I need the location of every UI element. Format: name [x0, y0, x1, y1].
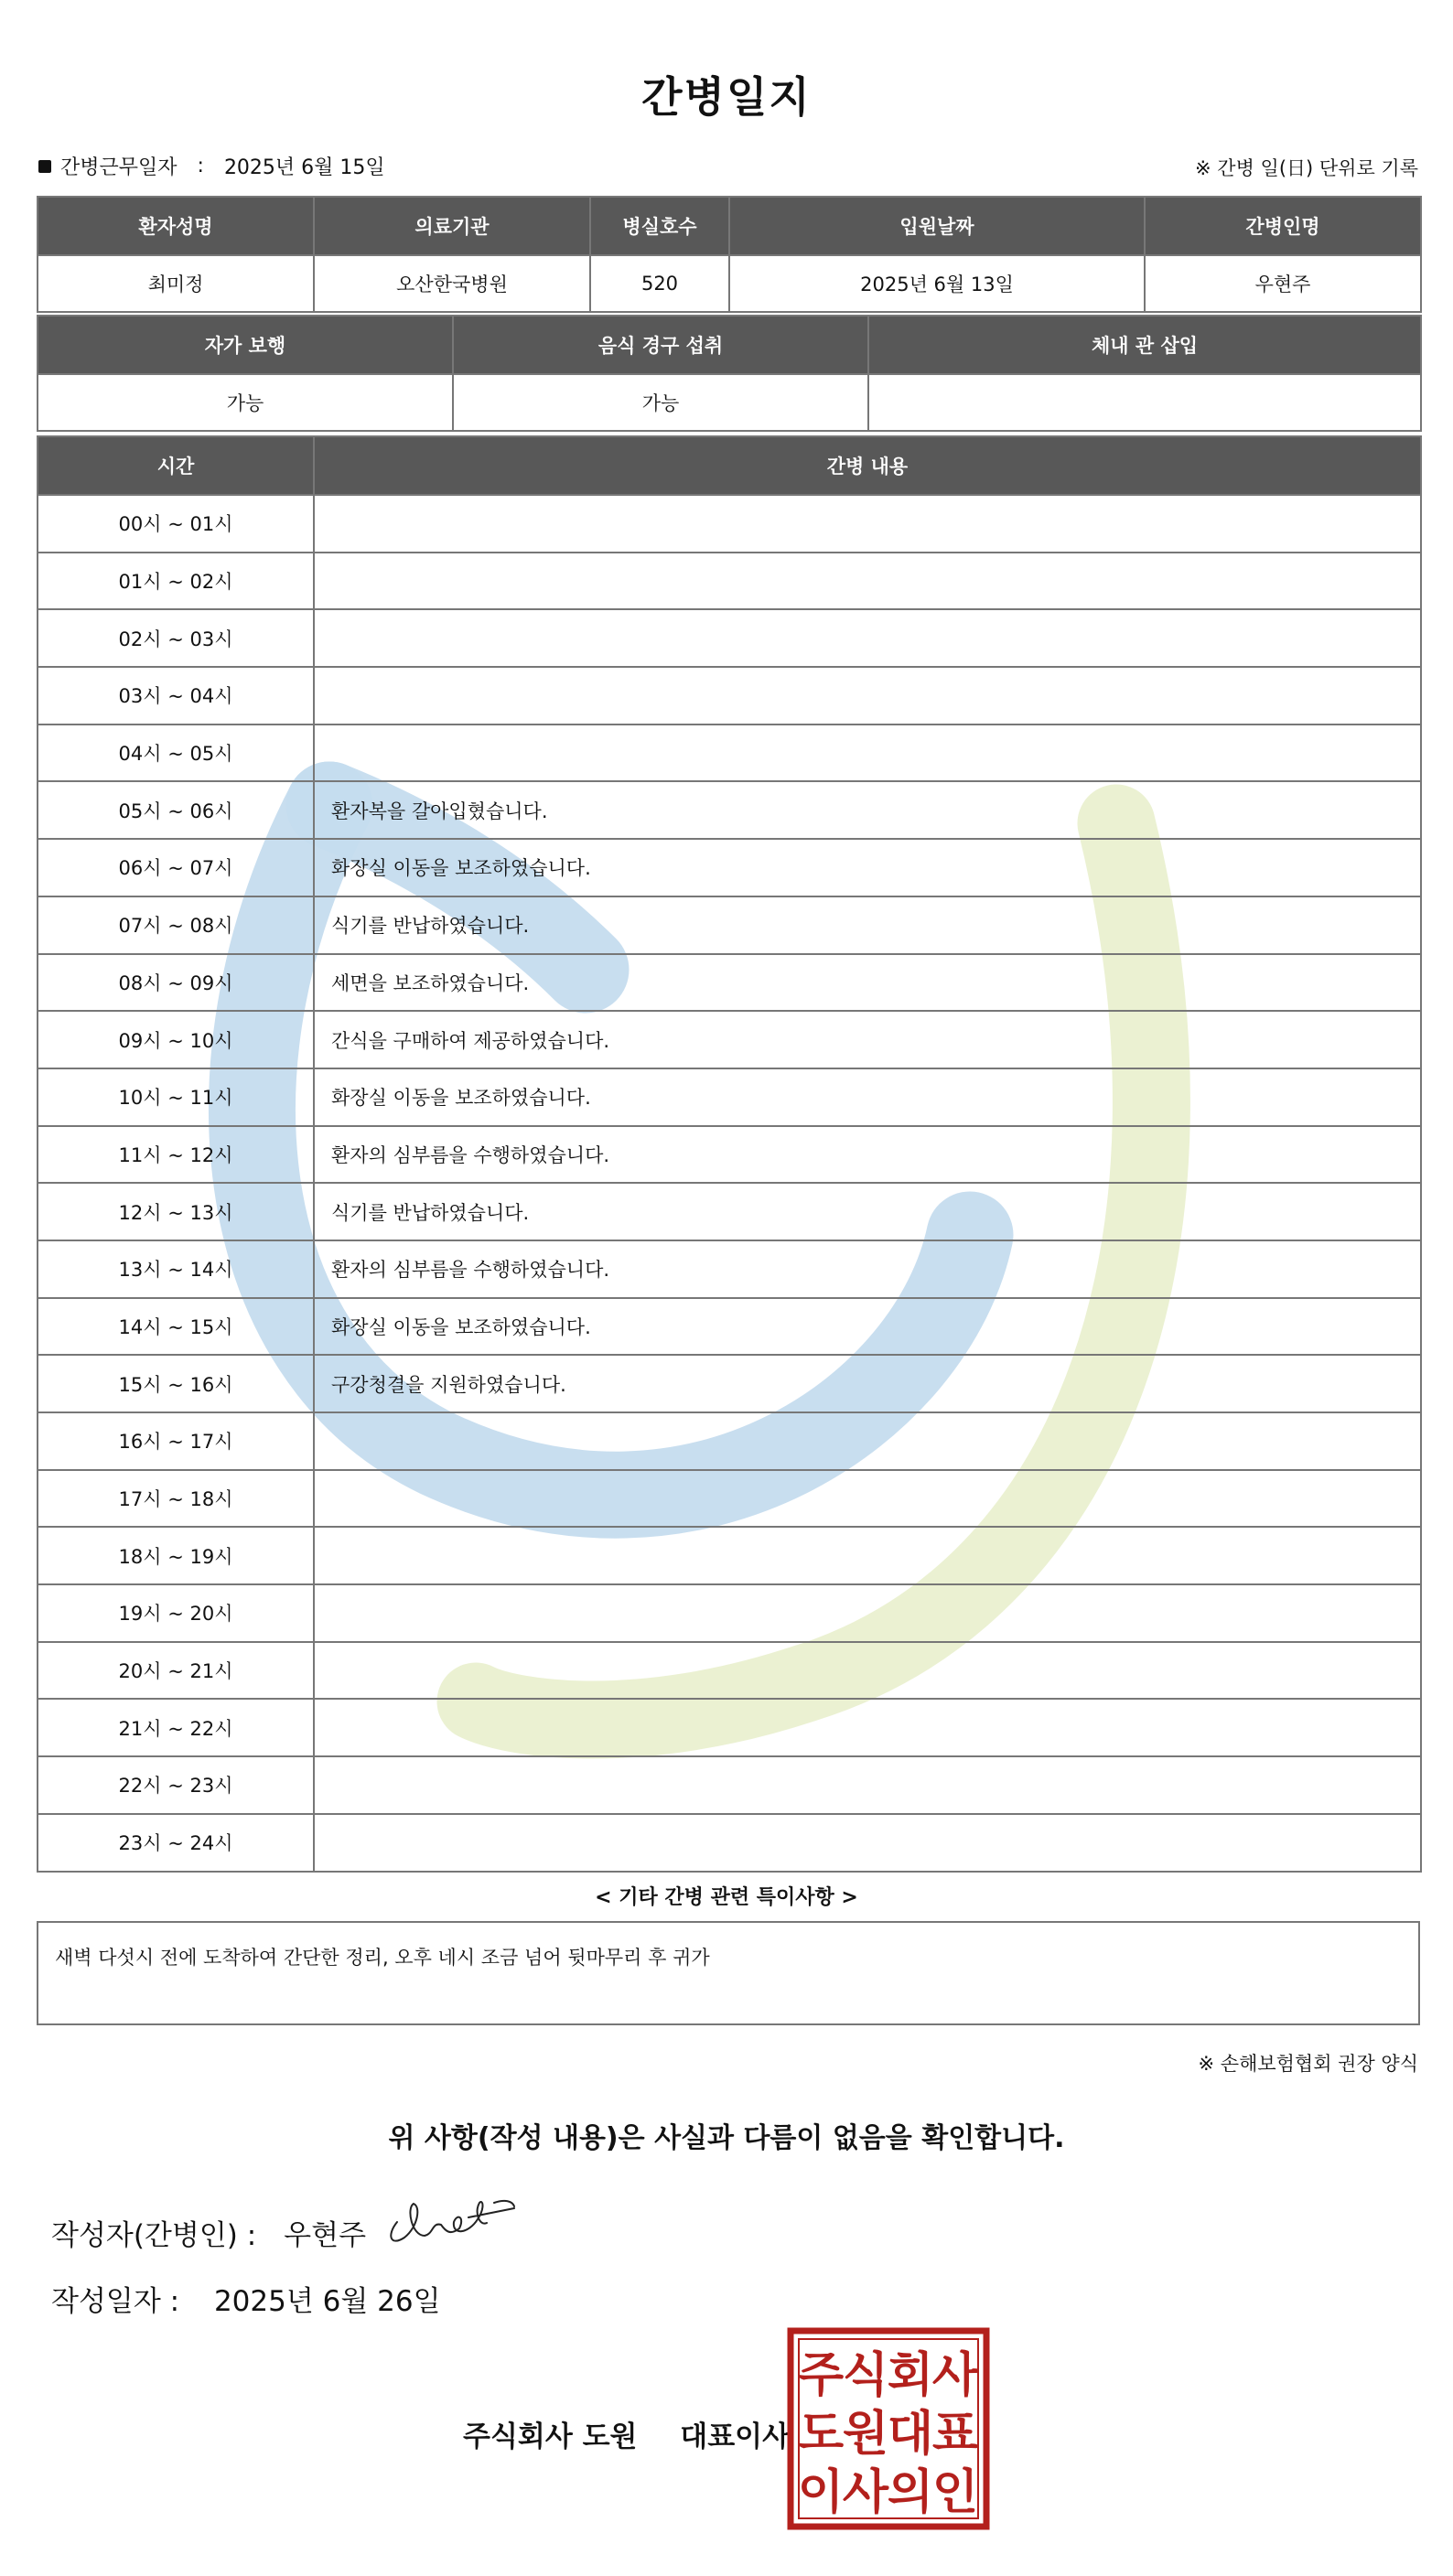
- table-row: [38, 495, 1421, 553]
- time-cell: 18시 ~ 19시: [38, 1527, 314, 1584]
- written-date-label: 작성일자 :: [51, 2285, 180, 2318]
- time-cell: 05시 ~ 06시: [38, 781, 314, 839]
- table-row: [38, 1298, 1421, 1356]
- care-content-cell: [314, 1814, 1421, 1872]
- care-content-cell: [314, 1470, 1421, 1528]
- time-cell: 00시 ~ 01시: [38, 495, 314, 553]
- table-row: [38, 1814, 1421, 1872]
- written-date-value: 2025년 6월 26일: [213, 2285, 441, 2318]
- table-row: [38, 1126, 1421, 1184]
- care-content-cell: [314, 553, 1421, 610]
- seal-glyph: 도: [797, 2407, 845, 2462]
- table-row: [38, 896, 1421, 954]
- oral-intake-status: 가능: [453, 374, 868, 431]
- written-date-line: [51, 2278, 441, 2319]
- header-patient-name: 환자성명: [38, 197, 314, 255]
- care-content-cell: [314, 495, 1421, 553]
- header-caregiver: 간병인명: [1145, 197, 1421, 255]
- time-cell: 17시 ~ 18시: [38, 1470, 314, 1528]
- care-content-cell: [314, 1412, 1421, 1470]
- seal-glyph: 원: [842, 2407, 889, 2462]
- walking-status: 가능: [38, 374, 453, 431]
- care-content-cell: [314, 724, 1421, 782]
- table-row: [38, 839, 1421, 896]
- patient-info-table: [37, 196, 1422, 313]
- header-walking: 자가 보행: [38, 316, 453, 374]
- time-cell: 23시 ~ 24시: [38, 1814, 314, 1872]
- care-content-cell: 환자의 심부름을 수행하였습니다.: [314, 1240, 1421, 1298]
- bullet-icon: [38, 160, 51, 173]
- table-row: [38, 1011, 1421, 1068]
- header-room: 병실호수: [590, 197, 729, 255]
- room-number: 520: [590, 255, 729, 312]
- form-source-note: ※ 손해보험협회 권장 양식: [1198, 2053, 1418, 2075]
- table-row: [38, 609, 1421, 667]
- time-cell: 01시 ~ 02시: [38, 553, 314, 610]
- care-content-cell: 화장실 이동을 보조하였습니다.: [314, 1068, 1421, 1126]
- care-content-cell: [314, 1699, 1421, 1756]
- time-cell: 10시 ~ 11시: [38, 1068, 314, 1126]
- care-content-cell: 화장실 이동을 보조하였습니다.: [314, 1298, 1421, 1356]
- time-cell: 14시 ~ 15시: [38, 1298, 314, 1356]
- care-content-cell: [314, 1527, 1421, 1584]
- patient-status-table: [37, 315, 1422, 432]
- company-name: 주식회사 도원: [463, 2420, 638, 2453]
- ceo-title: 대표이사: [680, 2420, 791, 2453]
- caregiver-name: 우현주: [1145, 255, 1421, 312]
- care-content-cell: 화장실 이동을 보조하였습니다.: [314, 839, 1421, 896]
- time-cell: 12시 ~ 13시: [38, 1183, 314, 1240]
- care-date-label: 간병근무일자: [60, 156, 178, 179]
- time-cell: 13시 ~ 14시: [38, 1240, 314, 1298]
- table-row: [38, 1355, 1421, 1412]
- care-content-cell: [314, 609, 1421, 667]
- care-date-line: [38, 152, 385, 180]
- care-content-cell: 세면을 보조하였습니다.: [314, 954, 1421, 1012]
- header-time: 시간: [38, 436, 314, 495]
- table-row: [38, 1642, 1421, 1700]
- notes-box: [37, 1921, 1420, 2025]
- table-row: [38, 1756, 1421, 1814]
- table-row: [38, 1240, 1421, 1298]
- writer-label: 작성자(간병인) :: [51, 2219, 257, 2252]
- table-row: [38, 1068, 1421, 1126]
- care-content-cell: 간식을 구매하여 제공하였습니다.: [314, 1011, 1421, 1068]
- seal-glyph: 의: [887, 2465, 934, 2520]
- care-content-cell: [314, 1756, 1421, 1814]
- seal-glyph: 회: [887, 2348, 934, 2403]
- document-title: 간병일지: [641, 72, 812, 122]
- table-row: [38, 1412, 1421, 1470]
- patient-name: 최미정: [38, 255, 314, 312]
- care-date-value: 2025년 6월 15일: [223, 156, 385, 179]
- time-cell: 07시 ~ 08시: [38, 896, 314, 954]
- seal-glyph: 이: [797, 2465, 845, 2520]
- care-content-cell: [314, 667, 1421, 724]
- table-row: [38, 1470, 1421, 1528]
- time-cell: 19시 ~ 20시: [38, 1584, 314, 1642]
- time-cell: 22시 ~ 23시: [38, 1756, 314, 1814]
- header-care-content: 간병 내용: [314, 436, 1421, 495]
- time-cell: 08시 ~ 09시: [38, 954, 314, 1012]
- time-cell: 04시 ~ 05시: [38, 724, 314, 782]
- header-tube: 체내 관 삽입: [868, 316, 1421, 374]
- table-row: [38, 724, 1421, 782]
- seal-glyph: 사: [931, 2348, 979, 2403]
- care-content-cell: 구강청결을 지원하였습니다.: [314, 1355, 1421, 1412]
- care-content-cell: 식기를 반납하였습니다.: [314, 1183, 1421, 1240]
- care-log-table: [37, 435, 1422, 1873]
- time-cell: 11시 ~ 12시: [38, 1126, 314, 1184]
- daily-record-note: ※ 간병 일(日) 단위로 기록: [1195, 157, 1418, 179]
- table-row: [38, 1584, 1421, 1642]
- time-cell: 15시 ~ 16시: [38, 1355, 314, 1412]
- care-content-cell: [314, 1642, 1421, 1700]
- care-content-cell: 환자복을 갈아입혔습니다.: [314, 781, 1421, 839]
- table-row: [38, 1183, 1421, 1240]
- writer-name: 우현주: [284, 2219, 367, 2252]
- table-row: [38, 553, 1421, 610]
- table-row: [38, 1527, 1421, 1584]
- notes-title: < 기타 간병 관련 특이사항 >: [595, 1886, 858, 1909]
- care-content-cell: [314, 1584, 1421, 1642]
- seal-glyph: 표: [931, 2407, 979, 2462]
- header-admission-date: 입원날짜: [729, 197, 1145, 255]
- seal-glyph: 대: [887, 2407, 934, 2462]
- time-cell: 03시 ~ 04시: [38, 667, 314, 724]
- seal-glyph: 사: [842, 2465, 889, 2520]
- table-row: [38, 1699, 1421, 1756]
- care-content-cell: 식기를 반납하였습니다.: [314, 896, 1421, 954]
- seal-glyph: 주: [797, 2348, 845, 2403]
- time-cell: 21시 ~ 22시: [38, 1699, 314, 1756]
- care-log-body: [38, 495, 1421, 1872]
- tube-status: [868, 374, 1421, 431]
- company-line: [463, 2413, 790, 2454]
- time-cell: 09시 ~ 10시: [38, 1011, 314, 1068]
- header-hospital: 의료기관: [314, 197, 590, 255]
- admission-date: 2025년 6월 13일: [729, 255, 1145, 312]
- care-date-separator: :: [197, 155, 204, 177]
- table-row: [38, 667, 1421, 724]
- time-cell: 02시 ~ 03시: [38, 609, 314, 667]
- table-row: [38, 954, 1421, 1012]
- hospital-name: 오산한국병원: [314, 255, 590, 312]
- time-cell: 20시 ~ 21시: [38, 1642, 314, 1700]
- confirmation-statement: 위 사항(작성 내용)은 사실과 다름이 없음을 확인합니다.: [388, 2122, 1065, 2154]
- header-oral-intake: 음식 경구 섭취: [453, 316, 868, 374]
- time-cell: 16시 ~ 17시: [38, 1412, 314, 1470]
- table-row: [38, 781, 1421, 839]
- seal-glyph: 식: [842, 2348, 889, 2403]
- seal-glyph: 인: [931, 2465, 979, 2520]
- care-content-cell: 환자의 심부름을 수행하였습니다.: [314, 1126, 1421, 1184]
- notes-text: 새벽 다섯시 전에 도착하여 간단한 정리, 오후 네시 조금 넘어 뒷마무리 후 귀가: [55, 1947, 710, 1969]
- writer-line: [51, 2212, 366, 2253]
- time-cell: 06시 ~ 07시: [38, 839, 314, 896]
- signature-icon: [377, 2181, 533, 2254]
- company-seal-icon: [787, 2327, 990, 2530]
